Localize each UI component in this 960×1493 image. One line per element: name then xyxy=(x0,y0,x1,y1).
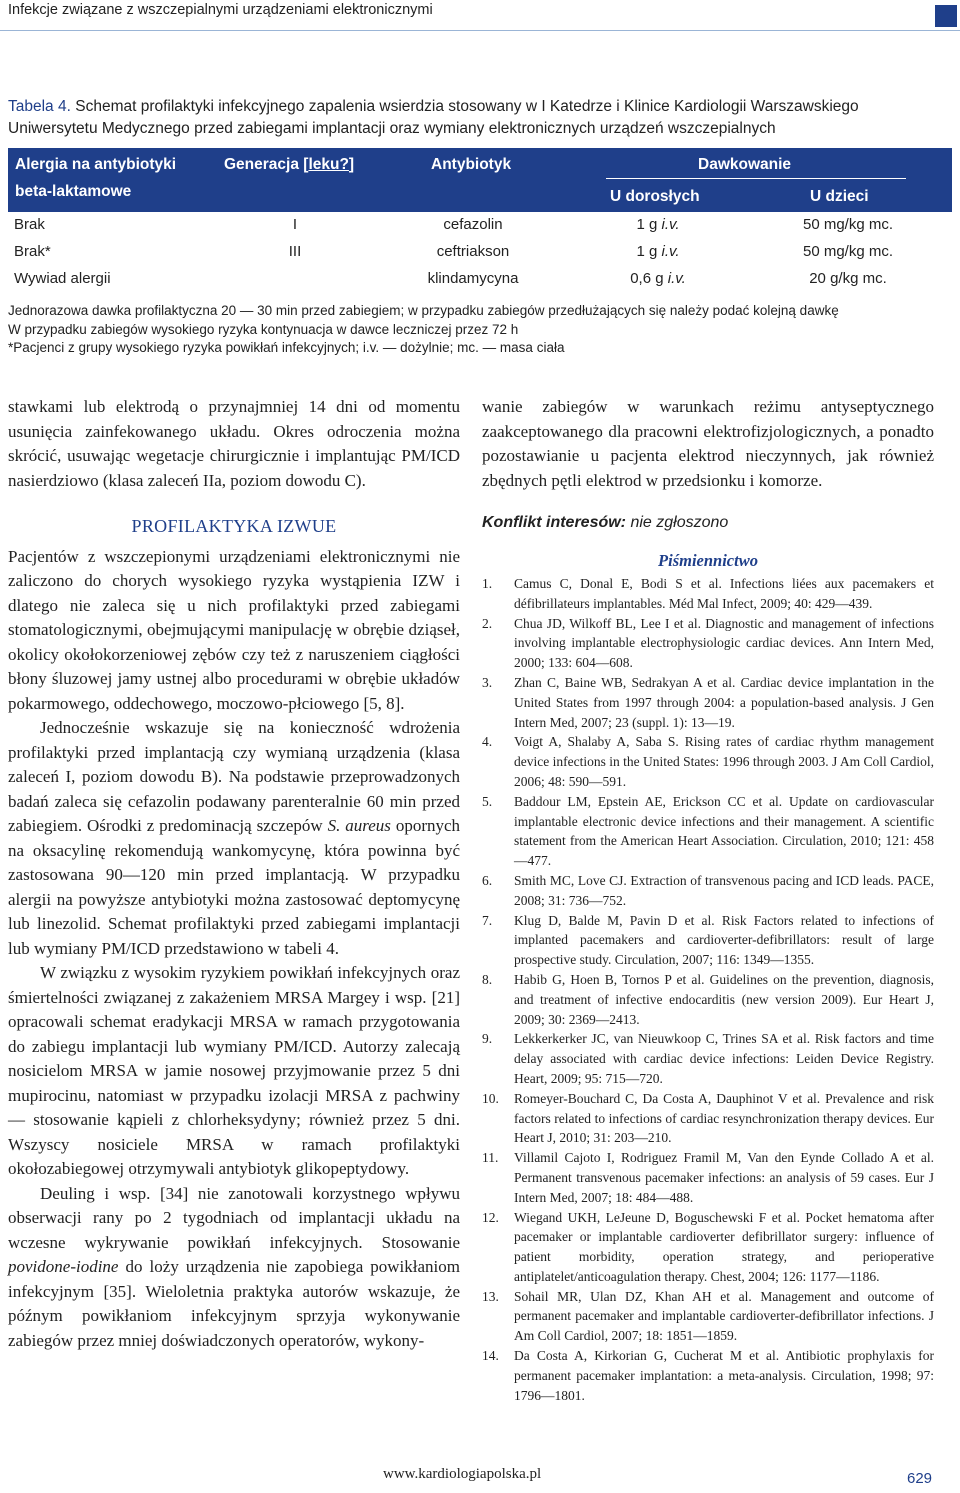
reference-item xyxy=(482,911,934,970)
page-number: 629 xyxy=(907,1470,933,1487)
footer-url[interactable]: www.kardiologiapolska.pl xyxy=(383,1466,542,1482)
reference-text: Voigt A, Shalaby A, Saba S. Rising rates of cardiac rhythm management device infections in the United States: 1996 through 2003. J Am Coll Cardiol, 2006; 48: 590—591. xyxy=(514,734,934,789)
reference-number: 3. xyxy=(482,674,493,690)
table-note: *Pacjenci z grupy wysokiego ryzyka powikłań infekcyjnych; i.v. — dożylnie; mc. — masa ciała xyxy=(8,340,565,355)
cell-adult-route: i.v. xyxy=(661,216,680,233)
table-note: W przypadku zabiegów wysokiego ryzyka kontynuacja w dawce leczniczej przez 72 h xyxy=(8,321,519,337)
reference-number: 8. xyxy=(482,971,493,987)
header-dosing: Dawkowanie xyxy=(698,156,792,173)
header-generation-suffix: ] xyxy=(348,156,355,173)
table-notes xyxy=(8,302,839,358)
cell-adult-dose xyxy=(613,270,703,287)
cell-child-dose: 20 g/kg mc. xyxy=(809,270,887,287)
cell-allergy: Brak xyxy=(14,216,45,233)
cell-child-dose: 50 mg/kg mc. xyxy=(802,216,894,233)
reference-text: Zhan C, Baine WB, Sedrakyan A et al. Cardiac device implantation in the United States from 1997 through 2004: a population-based analysis. J Gen Intern Med, 2007; 23 (suppl. 1): 13—19. xyxy=(514,674,934,730)
reference-item xyxy=(482,1287,934,1346)
reference-number: 7. xyxy=(482,912,493,928)
header-children: U dzieci xyxy=(810,188,869,205)
table-header xyxy=(8,148,952,212)
reference-item xyxy=(482,1029,934,1088)
conflict-of-interest xyxy=(482,514,728,532)
reference-number: 14. xyxy=(482,1348,499,1364)
cell-antibiotic: cefazolin xyxy=(443,216,503,233)
paragraph xyxy=(8,716,460,961)
paragraph-text: opornych na oksacylinę rekomendują wankomycynę, która powinna być zastosowana 90—120 min przed implantacją. W przypadku alergii na powyższe antybiotyki można zastosować deptomycynę lub linezolid. Schemat profilaktyki przed zabiegami implantacji lub wymiany PM/ICD przedstawiono w tabeli 4. xyxy=(8,816,461,958)
right-intro-paragraph xyxy=(482,395,934,493)
table-row xyxy=(8,243,952,269)
reference-text: Klug D, Balde M, Pavin D et al. Risk Factors related to infections of implanted pacemakers and cardioverter-defibrillators: result of large prospective study. Circulation, 2007; 116: 1349—1355. xyxy=(514,912,934,968)
reference-number: 2. xyxy=(482,615,493,631)
paragraph-text: Deuling i wsp. [34] nie zanotowali korzystnego wpływu obserwacji rany po 2 tygodniach od implantacji układu na wczesne wykrywanie powikłań infekcyjnych. Stosowanie xyxy=(8,1183,460,1252)
header-accent-square xyxy=(935,5,957,27)
cell-allergy: Brak* xyxy=(14,243,51,260)
header-dosing-rule xyxy=(606,178,906,179)
reference-text: Smith MC, Love CJ. Extraction of transvenous pacing and ICD leads. PACE, 2008; 31: 736—752. xyxy=(514,872,934,908)
running-title: Infekcje związane z wszczepialnymi urządzeniami elektronicznymi xyxy=(8,2,433,18)
reference-number: 5. xyxy=(482,793,493,809)
table-row xyxy=(8,270,952,296)
cell-antibiotic: klindamycyna xyxy=(427,270,519,287)
paragraph-text: do loży urządzenia nie zapobiega powikłaniom infekcyjnym [35]. Wieloletnia praktyka autorów wskazuje, że późnym powikłaniom infekcyjnym sprzyja wykonywanie zabiegów przez mniej doświadczonych operatorów, wykony- xyxy=(8,1257,460,1350)
reference-item xyxy=(482,1346,934,1405)
cell-adult-route: i.v. xyxy=(661,243,680,260)
left-intro-text: stawkami lub elektrodą o przynajmniej 14 dni od momentu usunięcia zainfekowanego układu. Okres odroczenia można skrócić, usuwając wegetacje chirurgicznie i implantując PM/ICD nasierdziowo (klasa zaleceń IIa, poziom dowodu C). xyxy=(8,397,460,490)
cell-antibiotic: ceftriakson xyxy=(436,243,510,260)
paragraph-italic: povidone-iodine xyxy=(8,1257,119,1276)
paragraph-text: Jednocześnie wskazuje się na konieczność wdrożenia profilaktyki przed implantacją czy wymianą urządzenia (klasa zaleceń I, poziom dowodu B). Na podstawie przeprowadzonych badań zaleca się cefazolin podawany parenteralnie 60 min przed zabiegiem. Ośrodki z predominacją szczepów xyxy=(8,718,460,835)
paragraph: W związku z wysokim ryzykiem powikłań infekcyjnych oraz śmiertelności związanej z zakażeniem MRSA Margey i wsp. [21] opracowali schemat eradykacji MRSA w ramach przygotowania do zabiegu implantacji lub wymiany PM/ICD. Autorzy zalecają nosicielom MRSA w jamie nosowej przyjmowanie przez 5 dni mupirocinu, natomiast w przypadku izolacji MRSA z pachwiny — stosowanie kąpieli z chlorheksydyny; również przez 5 dni. Wszyscy nosiciele MRSA w ramach profilaktyki okołozabiegowej otrzymywali antybiotyk glikopeptydowy. xyxy=(8,963,460,1178)
cell-adult-dose xyxy=(613,216,703,233)
table-note: Jednorazowa dawka profilaktyczna 20 — 30 min przed zabiegiem; w przypadku zabiegów przedłużających się należy podać kolejną dawkę xyxy=(8,303,839,318)
reference-number: 13. xyxy=(482,1288,499,1304)
header-generation-prefix: Generacja [ xyxy=(224,156,309,173)
section-title: PROFILAKTYKA IZWUE xyxy=(131,516,337,536)
reference-text: Lekkerkerker JC, van Nieuwkoop C, Trines SA et al. Risk factors and time delay associated with cardiac device infections: Leiden Device Registry. Heart, 2009; 95: 715—720. xyxy=(514,1031,934,1086)
reference-item xyxy=(482,673,934,732)
reference-text: Chua JD, Wilkoff BL, Lee I et al. Diagnostic and management of infections involving implantable electrophysiologic cardiac devices. Ann Intern Med, 2000; 133: 604—608. xyxy=(514,615,934,671)
table-label: Tabela 4. xyxy=(8,98,71,115)
reference-number: 11. xyxy=(482,1150,499,1166)
cell-allergy: Wywiad alergii xyxy=(14,270,111,287)
header-adults: U dorosłych xyxy=(610,188,700,205)
header-generation xyxy=(224,156,354,174)
paragraph: Pacjentów z wszczepionymi urządzeniami elektronicznymi nie zaliczono do chorych wysokiego ryzyka wystąpienia IZW i dlatego nie zaleca się u nich profilaktyki przed zabiegami stomatologicznymi, obejmującymi manipulację w obrębie dziąseł, okolicy okołokorzeniowej zębów czy też z naruszeniem ciągłości błony śluzowej jamy ustnej albo procedurami w obrębie układów pokarmowego, oddechowego, moczowo-płciowego [5, 8]. xyxy=(8,546,460,713)
reference-text: Villamil Cajoto I, Rodriguez Framil M, Van den Eynde Collado A et al. Permanent transvenous pacemaker infections: an analysis of 59 cases. Eur J Intern Med, 2007; 18: 484—488. xyxy=(514,1150,934,1205)
header-allergy-line1: Alergia na antybiotyki xyxy=(15,156,177,173)
reference-item xyxy=(482,1148,934,1207)
cell-adult-amount: 1 g xyxy=(636,243,658,260)
table-row xyxy=(8,216,952,242)
right-intro-text: wanie zabiegów w warunkach reżimu antyseptycznego zaakceptowanego dla pracowni elektrofizjologicznych, a ponadto pozostawianie u pacjenta elektrod nieczynnych, jak również zbędnych pętli elektrod w przedsionku i komorze. xyxy=(482,397,934,490)
reference-number: 1. xyxy=(482,576,493,591)
cell-child-dose: 50 mg/kg mc. xyxy=(802,243,894,260)
paragraph-italic: S. aureus xyxy=(327,816,391,835)
reference-text: Sohail MR, Ulan DZ, Khan AH et al. Management and outcome of permanent pacemaker and implantable cardioverter-defibrillator infections. J Am Coll Cardiol, 2007; 18: 1851—1859. xyxy=(514,1288,934,1344)
left-intro-paragraph xyxy=(8,395,460,493)
table-caption-text: Schemat profilaktyki infekcyjnego zapalenia wsierdzia stosowany w I Katedrze i Klinice Kardiologii Warszawskiego Uniwersytetu Medycznego przed zabiegami implantacji oraz wymiany elektronicznych urządzeń wszczepialnych xyxy=(8,98,859,137)
reference-item xyxy=(482,1089,934,1148)
cell-adult-amount: 1 g xyxy=(636,216,658,233)
reference-item xyxy=(482,970,934,1029)
coi-label: Konflikt interesów: xyxy=(482,514,627,531)
references-title: Piśmiennictwo xyxy=(658,551,758,570)
reference-number: 4. xyxy=(482,734,493,750)
reference-text: Baddour LM, Epstein AE, Erickson CC et al. Update on cardiovascular implantable electronic device infections and their management. A scientific statement from the American Heart Association. Circulation, 2010; 121: 458—477. xyxy=(514,793,934,869)
cell-adult-route: i.v. xyxy=(667,270,686,287)
reference-item xyxy=(482,871,934,911)
reference-item xyxy=(482,574,934,614)
reference-text: Habib G, Hoen B, Tornos P et al. Guidelines on the prevention, diagnosis, and treatment of infective endocarditis (new version 2009). Eur Heart J, 2009; 30: 2369—2413. xyxy=(514,971,934,1027)
reference-number: 10. xyxy=(482,1090,499,1106)
reference-number: 9. xyxy=(482,1031,493,1047)
cell-generation: I xyxy=(292,216,298,233)
reference-text: Wiegand UKH, LeJeune D, Boguschewski F et al. Pocket hematoma after pacemaker or implantable cardioverter defibrillator surgery: influence of patient morbidity, operation strategy, and perioperative antiplatelet/anticoagulation therapy. Chest, 2004; 126: 1177—1186. xyxy=(514,1209,934,1284)
coi-value: nie zgłoszono xyxy=(630,514,729,531)
reference-item xyxy=(482,792,934,871)
reference-item xyxy=(482,614,934,673)
cell-generation: III xyxy=(288,243,302,260)
reference-text: Da Costa A, Kirkorian G, Cucherat M et al. Antibiotic prophylaxis for permanent pacemaker implantation: a meta-analysis. Circulation, 1998; 97: 1796—1801. xyxy=(514,1348,934,1403)
references-list xyxy=(482,574,934,1405)
header-generation-link[interactable]: leku? xyxy=(308,156,349,173)
cell-adult-dose xyxy=(613,243,703,260)
reference-item xyxy=(482,1208,934,1287)
reference-text: Camus C, Donal E, Bodi S et al. Infections liées aux pacemakers et défibrillateurs implantables. Méd Mal Infect, 2009; 40: 429—439. xyxy=(514,576,934,611)
header-allergy-line2: beta-laktamowe xyxy=(15,183,132,200)
reference-item xyxy=(482,732,934,791)
reference-number: 12. xyxy=(482,1209,499,1225)
cell-adult-amount: 0,6 g xyxy=(630,270,664,287)
reference-text: Romeyer-Bouchard C, Da Costa A, Dauphinot V et al. Prevalence and risk factors related to infections of cardiac resynchronization therapy devices. Eur Heart J, 2010; 31: 203—210. xyxy=(514,1090,934,1146)
left-section xyxy=(8,514,460,1353)
reference-number: 6. xyxy=(482,872,493,888)
table-caption xyxy=(8,96,950,140)
running-header xyxy=(0,0,960,31)
paragraph xyxy=(8,1182,460,1354)
header-antibiotic: Antybiotyk xyxy=(431,156,512,173)
